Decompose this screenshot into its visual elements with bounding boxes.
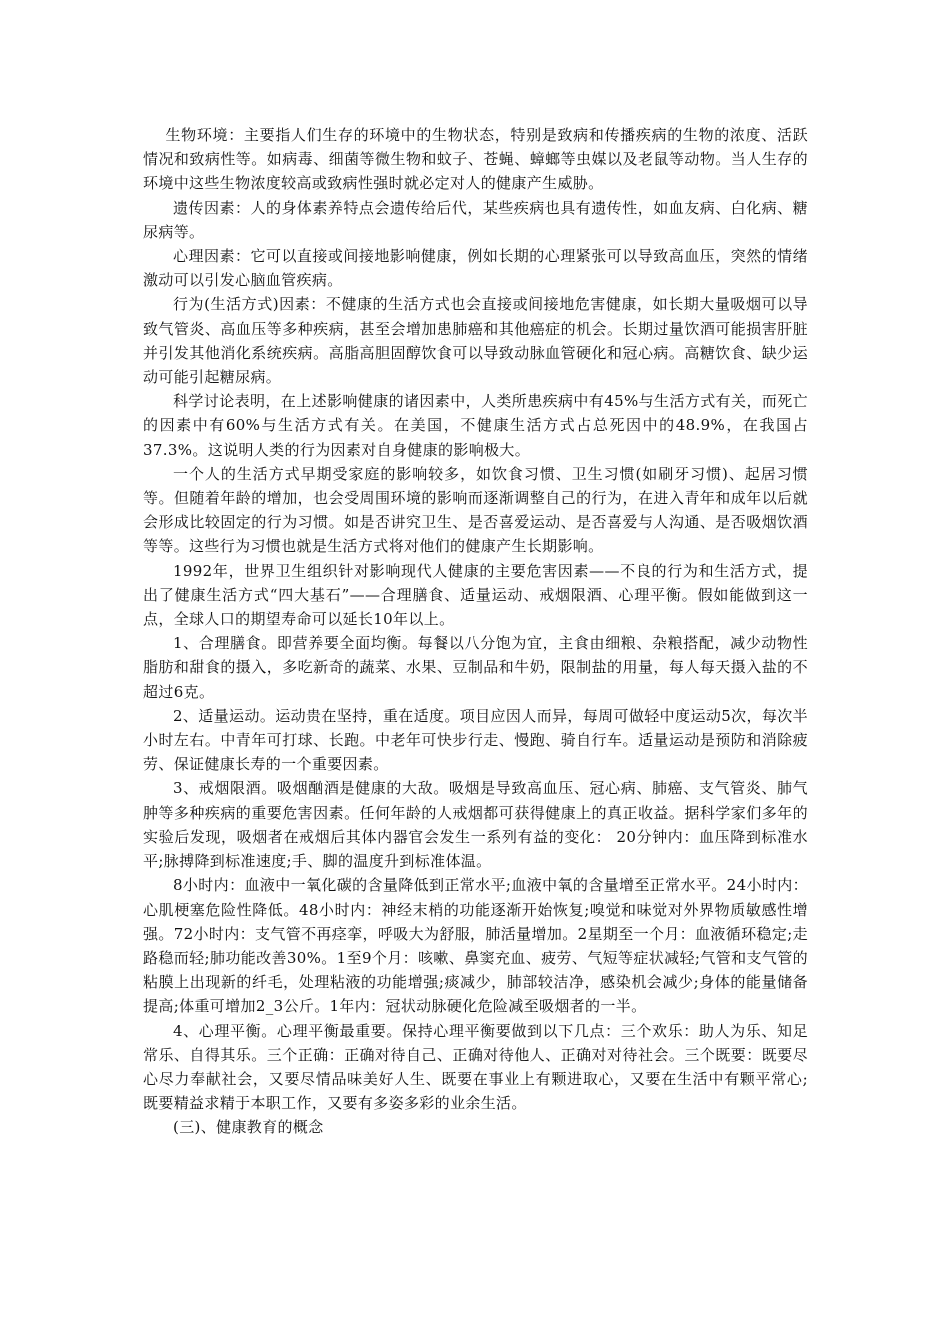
section-heading-health-education: (三)、健康教育的概念 xyxy=(173,1118,324,1137)
paragraph-who-four-cornerstones: 1992年，世界卫生组织针对影响现代人健康的主要危害因素——不良的行为和生活方式，提出了健康生活方式“四大基石”——合理膳食、适量运动、戒烟限酒、心理平衡。假如能做到这一点，全球人口的期望寿命可以延长10年以上。 xyxy=(143,561,808,629)
paragraph-genetic-factors: 遗传因素：人的身体素养特点会遗传给后代，某些疾病也具有遗传性，如血友病、白化病、糖尿病等。 xyxy=(143,198,808,241)
paragraph-quit-smoking: 3、戒烟限酒。吸烟酗酒是健康的大敌。吸烟是导致高血压、冠心病、肺癌、支气管炎、肺气肿等多种疾病的重要危害因素。任何年龄的人戒烟都可获得健康上的真正收益。据科学家们多年的实验后发现，吸烟者在戒烟后其体内器官会发生一系列有益的变化： 20分钟内：血压降到标准水平;脉搏降到标准速度;手、脚的温度升到标准体温。 xyxy=(143,779,808,871)
paragraph-psychological-balance: 4、心理平衡。心理平衡最重要。保持心理平衡要做到以下几点：三个欢乐：助人为乐、知足常乐、自得其乐。三个正确：正确对待自己、正确对待他人、正确对对待社会。三个既要：既要尽心尽力奉献社会，又要尽情品味美好人生、既要在事业上有颗进取心，又要在生活中有颗平常心;既要精益求精于本职工作，又要有多姿多彩的业余生活。 xyxy=(143,1021,808,1113)
paragraph-research-statistics: 科学讨论表明，在上述影响健康的诸因素中，人类所患疾病中有45%与生活方式有关，而死亡的因素中有60%与生活方式有关。在美国，不健康生活方式占总死因中的48.9%，在我国占37.3%。这说明人类的行为因素对自身健康的影响极大。 xyxy=(143,392,808,459)
paragraph-lifestyle-habits: 一个人的生活方式早期受家庭的影响较多，如饮食习惯、卫生习惯(如刷牙习惯)、起居习惯等。但随着年龄的增加，也会受周围环境的影响而逐渐调整自己的行为，在进入青年和成年以后就会形成比较固定的行为习惯。如是否讲究卫生、是否喜爱运动、是否喜爱与人沟通、是否吸烟饮酒等等。这些行为习惯也就是生活方式将对他们的健康产生长期影响。 xyxy=(143,464,808,556)
paragraph-behavior-factors: 行为(生活方式)因素：不健康的生活方式也会直接或间接地危害健康，如长期大量吸烟可以导致气管炎、高血压等多种疾病，甚至会增加患肺癌和其他癌症的机会。长期过量饮酒可能损害肝脏并引发其他消化系统疾病。高脂高胆固醇饮食可以导致动脉血管硬化和冠心病。高糖饮食、缺少运动可能引起糖尿病。 xyxy=(143,295,808,387)
document-page xyxy=(143,123,808,1140)
paragraph-balanced-diet: 1、合理膳食。即营养要全面均衡。每餐以八分饱为宜，主食由细粮、杂粮搭配，减少动物性脂肪和甜食的摄入，多吃新奇的蔬菜、水果、豆制品和牛奶，限制盐的用量，每人每天摄入盐的不超过6克。 xyxy=(143,634,808,701)
paragraph-moderate-exercise: 2、适量运动。运动贵在坚持，重在适度。项目应因人而异，每周可做轻中度运动5次，每次半小时左右。中青年可打球、长跑。中老年可快步行走、慢跑、骑自行车。适量运动是预防和消除疲劳、保证健康长寿的一个重要因素。 xyxy=(143,706,808,774)
paragraph-quit-smoking-timeline: 8小时内：血液中一氧化碳的含量降低到正常水平;血液中氧的含量增至正常水平。24小时内：心肌梗塞危险性降低。48小时内：神经末梢的功能逐渐开始恢复;嗅觉和味觉对外界物质敏感性增强。72小时内：支气管不再痉挛，呼吸大为舒服，肺活量增加。2星期至一个月：血液循环稳定;走路稳而轻;肺功能改善30%。1至9个月：咳嗽、鼻窦充血、疲劳、气短等症状减轻;气管和支气管的粘膜上出现新的纤毛，处理粘液的功能增强;痰减少，肺部较洁净，感染机会减少;身体的能量储备提高;体重可增加2_3公斤。1年内：冠状动脉硬化危险减至吸烟者的一半。 xyxy=(143,876,808,1016)
paragraph-biological-environment: 生物环境：主要指人们生存的环境中的生物状态，特别是致病和传播疾病的生物的浓度、活跃情况和致病性等。如病毒、细菌等微生物和蚊子、苍蝇、蟑螂等虫媒以及老鼠等动物。当人生存的环境中这些生物浓度较高或致病性强时就必定对人的健康产生威胁。 xyxy=(143,126,808,193)
paragraph-psychological-factors: 心理因素：它可以直接或间接地影响健康，例如长期的心理紧张可以导致高血压，突然的情绪激动可以引发心脑血管疾病。 xyxy=(143,247,808,290)
